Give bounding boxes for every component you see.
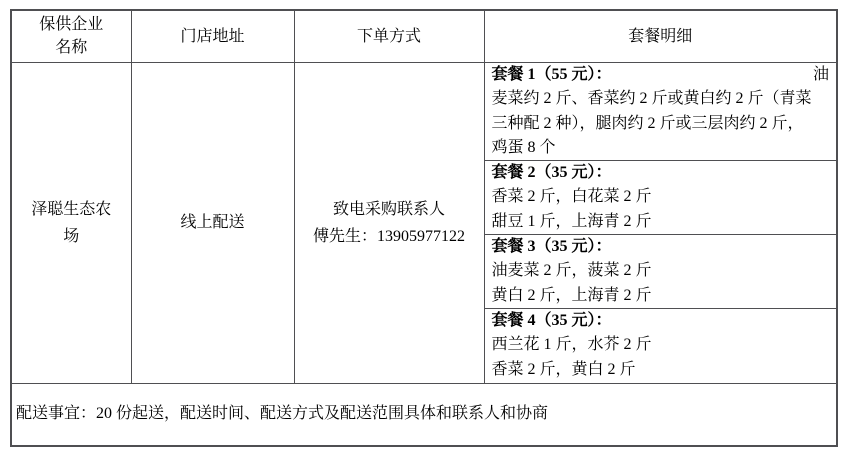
order-method-line-1: 致电采购联系人 [332,200,445,218]
package-3-title: 套餐 3（35 元）： [491,237,612,255]
table-data-row [11,62,837,383]
package-2-title-line [492,161,830,186]
package-1-title: 套餐 1（55 元）： [491,65,612,83]
header-package-details-label: 套餐明细 [628,27,693,45]
order-method-phone: 傅先生：13905977122 [312,227,465,245]
header-store-address [131,10,294,62]
company-name-line-2: 场 [63,227,80,245]
package-1-title-line [492,63,830,88]
package-2-line: 香菜 2 斤，白花菜 2 斤 [491,188,652,205]
header-supplier-name-line-2: 名称 [55,39,88,57]
cell-store-address [131,62,294,383]
package-3 [485,235,837,309]
table-note-row [11,383,837,446]
package-4-title: 套餐 4（35 元）： [491,311,612,329]
cell-package-details [484,62,837,383]
package-4-line: 香菜 2 斤，黄白 2 斤 [491,360,636,378]
header-supplier-name-line-1: 保供企业 [39,16,104,34]
package-2-title: 套餐 2（35 元）： [491,163,612,181]
package-1-line: 三种配 2 种），腿肉约 2 斤或三层肉约 2 斤， [491,114,804,132]
package-4 [485,309,837,383]
header-supplier-name [11,10,131,62]
package-1-title-overflow: 油 [812,65,829,83]
package-1-line: 麦菜约 2 斤、香菜约 2 斤或黄白约 2 斤（青菜 [491,90,812,107]
header-package-details [484,10,837,62]
package-3-line: 油麦菜 2 斤，菠菜 2 斤 [491,262,652,279]
delivery-note: 配送事宜：20 份起送，配送时间、配送方式及配送范围具体和联系人和协商 [11,383,837,446]
store-address-value: 线上配送 [180,214,245,231]
cell-company-name [11,62,131,383]
package-2-line: 甜豆 1 斤，上海青 2 斤 [491,212,652,230]
package-3-title-line [492,235,830,260]
package-1 [485,63,837,161]
header-order-method-label: 下单方式 [356,27,421,45]
package-2 [485,161,837,235]
header-store-address-label: 门店地址 [180,27,245,45]
package-4-line: 西兰花 1 斤，水芥 2 斤 [491,336,652,353]
cell-order-method [294,62,484,383]
supplier-package-table [10,9,838,447]
header-order-method [294,10,484,62]
package-1-line: 鸡蛋 8 个 [491,139,556,156]
package-4-title-line [492,309,830,334]
package-3-line: 黄白 2 斤，上海青 2 斤 [491,286,652,304]
table-header-row [11,10,837,62]
company-name-line-1: 泽聪生态农 [31,200,112,218]
